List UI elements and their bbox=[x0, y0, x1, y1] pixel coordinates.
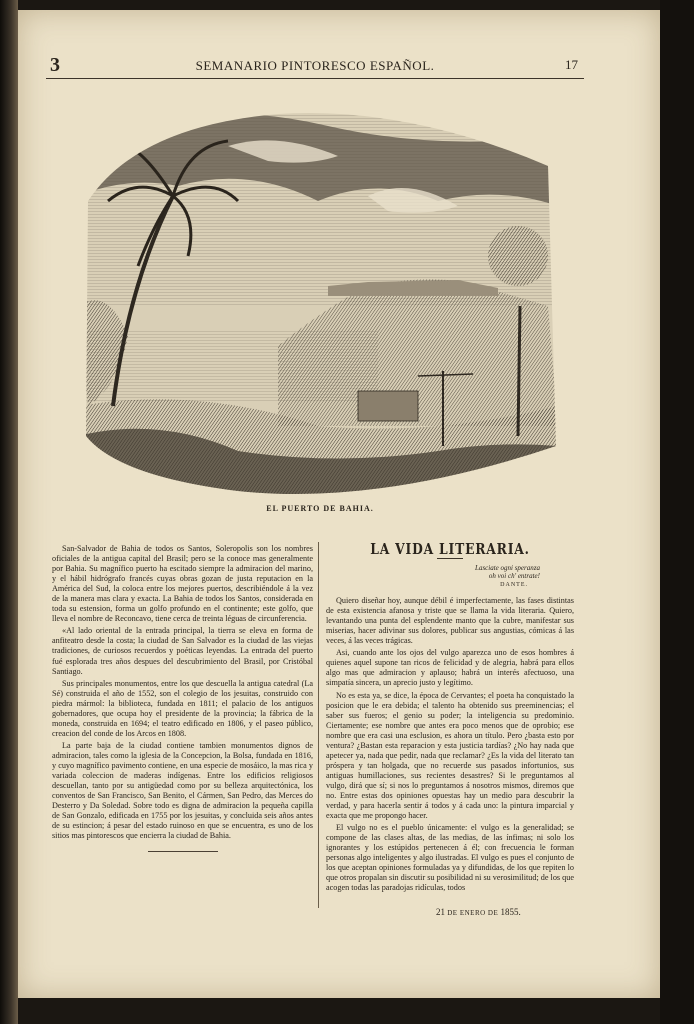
left-column bbox=[52, 544, 313, 852]
paragraph: El vulgo no es el pueblo únicamente: el vulgo es la generalidad; se compone de las clases altas, de las medias, de las ínfimas; ni solo los ignorantes y los estúpidos pertenecen á él; con frecuencia le forman personas algo inteligentes y algo ilustradas. El vulgo es pues el conjunto de los que aceptan opiniones formuladas ya y difundidas, de los que repiten lo que otros propalan sin discutir su posibilidad ni su verosimilitud; de los que acogen todas las paradojas ridículas, todos bbox=[326, 823, 574, 893]
paragraph: «Al lado oriental de la entrada principal, la tierra se eleva en forma de anfiteatro desde la costa; la ciudad de San Salvador es la ciudad de las viejas tradiciones, de curiosos recuerdos y poéticas leyendas. La entrada del puerto fué esplorada tres años despues del descubrimiento del Brasil, por Cristóbal Santiago. bbox=[52, 626, 313, 676]
paragraph: La parte baja de la ciudad contiene tambien monumentos dignos de admiracion, tales como la iglesia de la Concepcion, la Bolsa, fundada en 1816, y cuyo magnífico pavimento contiene, en una especie de mosáico, la mas rica y variada coleccion de maderas indígenas. Entre los edificios religiosos descuellan, tanto por su antigüedad como por su belleza arquitectónica, los conventos de San Francisco, San Benito, el Cármen, San Pedro, das Merces do Desterro y Da Soledad. Sobre todo es digna de admiracion la pequeña capilla de San Gonzalo, edificada en 1755 por los jesuitas, y concluida seis años antes de su estincion; á pesar del estado ruinoso en que se encuentra, es uno de los sitios mas pintorescos que encierra la ciudad de Bahia. bbox=[52, 740, 313, 841]
paragraph: Sus principales monumentos, entre los que descuella la antigua catedral (La Sé) construida el año de 1552, son el colegio de los jesuitas, construido con piedra mármol: la biblioteca, fundada en 1811; el palacio de los antiguos gobernadores, que ocupa hoy el presidente de la provincia; la fábrica de la moneda, construida en 1694; el teatro edificado en 1806, y el paseo público, creacion del conde de los Arcos en 1808. bbox=[52, 678, 313, 738]
issue-year: 1855. bbox=[500, 907, 521, 917]
epigraph-author: DANTE. bbox=[500, 582, 528, 589]
issue-day: 21 bbox=[436, 907, 445, 917]
end-rule bbox=[148, 851, 218, 852]
illustration-caption: EL PUERTO DE BAHIA. bbox=[266, 504, 374, 513]
harbor-engraving bbox=[78, 106, 558, 496]
title-rule bbox=[437, 558, 463, 559]
book-spine bbox=[0, 0, 18, 1024]
epigraph-line: oh voi ch' entrate! bbox=[488, 572, 540, 581]
right-column bbox=[326, 540, 574, 895]
paragraph: Asi, cuando ante los ojos del vulgo aparezca uno de esos hombres á quienes aquel supone tan ricos de felicidad y de alegria, habrá para ellos algo mas que admiracion y aplauso; habrá un interés afectuoso, una simpatía sincera, un aprecio justo y legítimo. bbox=[326, 648, 574, 688]
issue-date bbox=[436, 907, 521, 917]
column-divider bbox=[318, 542, 319, 908]
paragraph: San-Salvador de Bahia de todos os Santos, Soleropolis son los nombres oficiales de la antigua capital del Brasil; pero se la conoce mas generalmente por Bahia. Su magnífico puerto ha escitado siempre la admiracion del marino, y el hábil hidrógrafo francés cuyas obras gozan de justa reputacion en la América del Sud, la coloca entre los mejores puertos, describiéndole á la vez de la manera mas clara y exacta. La Bahia de todos los Santos, considerada en toda su estension, forma un golfo profundo en el continente; este golfo, que lleva el nombre de Reconcavo, tiene cerca de treinta léguas de circunferencia. bbox=[52, 544, 313, 624]
page-header bbox=[46, 48, 584, 79]
issue-number: 3 bbox=[50, 54, 60, 76]
page-edge-shadow bbox=[660, 0, 694, 1024]
paragraph: No es esta ya, se dice, la época de Cervantes; el poeta ha conquistado la posicion que le era debida; el talento ha obtenido sus preeminencias; el saber sus fueros; el genio su poder; la inteligencia su predominio. Ciertamente; ese nombre que antes era poco menos que de oprobio; ese nombre que era casi una esclusion, es ahora un título. Pero ¿basta esto por ventura? ¿Bastan esta reparacion y esta justicia tardías? ¿No hay nada que apetecer ya, nada que pedir, nada que reclamar? ¿Es la vida del literato tan próspera y tan holgada, que no recuerde sus pasados infortunios, sus antiguas humillaciones, sus recientes desastres? Si le preguntamos al vulgo, dirá que sí; si nos lo preguntamos á nosotros mismos, diremos que no. Entre estas dos opiniones opuestas hay un medio para descubrir la verdad, y para hacerla sentir á todos y á cada uno: la pintura imparcial y exacta que me propongo hacer. bbox=[326, 690, 574, 821]
paragraph: Quiero diseñar hoy, aunque débil é imperfectamente, las fases distintas de esta existencia afanosa y triste que se llama la vida literaria. Quiero, levantando una punta del esplendente manto que la cubre, manifestar sus miserias, hacer adivinar sus dolores, publicar sus angustias, cómicas á las veces, á las veces trágicas. bbox=[326, 596, 574, 646]
page-number: 17 bbox=[565, 57, 578, 72]
publication-title: SEMANARIO PINTORESCO ESPAÑOL. bbox=[195, 58, 435, 73]
article-title: LA VIDA LITERARIA. bbox=[370, 540, 530, 558]
epigraph-line: Lasciate ogni speranza bbox=[475, 564, 540, 573]
issue-month: DE ENERO DE bbox=[447, 909, 499, 917]
